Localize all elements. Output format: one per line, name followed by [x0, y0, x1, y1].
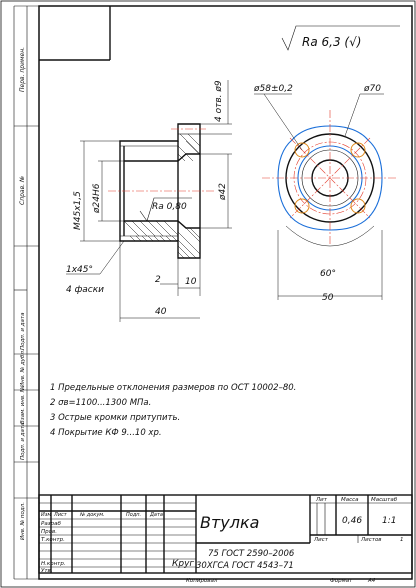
rev-header-change: Изм [41, 512, 52, 518]
scale-value: 1:1 [382, 516, 397, 526]
title-block [39, 495, 412, 584]
chamfer-dimension: 1х45° [66, 265, 94, 275]
copied-label: Копировал [186, 578, 218, 584]
dim-40: 40 [155, 307, 167, 317]
role-approved: Утв. [41, 568, 53, 574]
angle-dimension: 60° [320, 269, 336, 279]
dim-2: 2 [155, 275, 161, 285]
thread-dimension: М45х1,5 [73, 191, 83, 230]
role-tech-control: Т.контр. [41, 537, 65, 543]
sheets-label: Листов [361, 537, 382, 543]
material-line-2: 30ХГСА ГОСТ 4543–71 [196, 561, 294, 571]
general-roughness-mark [282, 26, 400, 50]
chamfer-count: 4 фаски [66, 285, 105, 295]
sheets-count: 1 [400, 537, 404, 543]
stamp-label-replace-inv: Взам. инв. № [20, 386, 26, 424]
main-section-view [66, 80, 232, 322]
side-view [253, 84, 398, 303]
outer-dimension: ø70 [364, 84, 381, 94]
width-dimension: 50 [322, 293, 334, 303]
part-name: Втулка [200, 513, 260, 532]
rev-header-sign: Подп. [126, 512, 142, 518]
rotated-doc-box [39, 6, 110, 60]
bore-dimension: ø24H6 [92, 183, 102, 213]
hatching [124, 134, 200, 258]
mass-value: 0,46 [342, 516, 363, 526]
lit-header: Лит [316, 497, 327, 503]
sheet-label: Лист [314, 537, 328, 543]
left-stamp-column [14, 6, 39, 579]
format-label: Формат [330, 578, 353, 584]
stamp-label-reference: Справ. № [19, 175, 26, 205]
stamp-label-dup-inv: Инв. № дубл. [20, 349, 26, 387]
technical-notes [50, 383, 296, 438]
pcd-dimension: ø58±0,2 [254, 84, 293, 94]
bore-roughness: Ra 0,80 [152, 202, 187, 212]
rev-header-sheet: Лист [54, 512, 67, 518]
stamp-label-original-inv: Инв. № подл. [20, 502, 26, 540]
dim-10: 10 [185, 277, 197, 287]
material-prefix: Круг [172, 559, 195, 569]
note-4: 4 Покрытие КФ 9...10 хр. [50, 428, 162, 438]
holes-dimension: 4 отв. ø9 [214, 80, 224, 122]
stamp-label-first-use: Перв. примен. [19, 46, 26, 92]
mass-header: Масса [341, 497, 359, 503]
role-norm-control: Н.контр. [41, 561, 66, 567]
stamp-label-sign-date-1: Подп. и дата [20, 312, 26, 350]
scale-header: Масштаб [371, 497, 398, 503]
material-line-1: 75 ГОСТ 2590–2006 [208, 549, 295, 559]
role-checker: Пров. [41, 529, 57, 535]
note-2: 2 σв=1100...1300 МПа. [50, 398, 152, 408]
note-1: 1 Предельные отклонения размеров по ОСТ 10002–80. [50, 383, 297, 393]
rev-header-doc: № докум. [80, 512, 105, 518]
role-developer: Разраб [41, 521, 61, 527]
stamp-label-sign-date-2: Подп. и дата [20, 422, 26, 460]
general-roughness-text: Ra 6,3 (√) [302, 35, 362, 49]
note-3: 3 Острые кромки притупить. [50, 413, 181, 423]
rev-header-date: Дата [150, 512, 163, 518]
dia-42-dimension: ø42 [218, 183, 228, 200]
format-value: А4 [368, 578, 376, 584]
